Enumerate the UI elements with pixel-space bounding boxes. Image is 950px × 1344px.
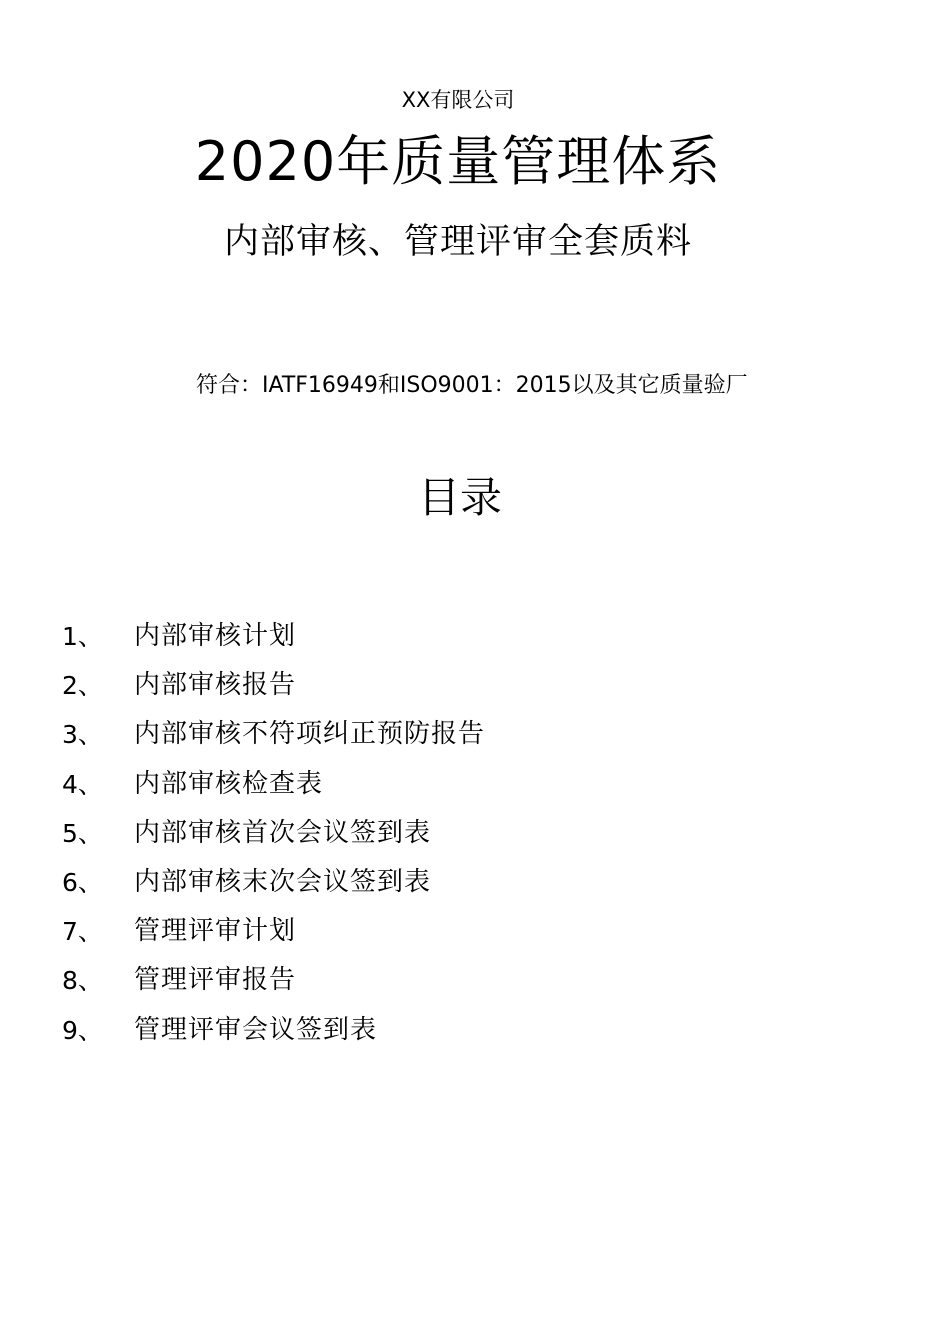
toc-item-number: 4、: [62, 769, 103, 799]
toc-item-label: 管理评审报告: [134, 965, 297, 996]
toc-item-number: 6、: [62, 868, 103, 898]
toc-list: [62, 612, 862, 1055]
toc-item-number: 7、: [62, 917, 103, 947]
toc-item-label: 管理评审计划: [134, 916, 297, 947]
toc-item-number: 3、: [62, 720, 103, 750]
toc-item-label: 内部审核计划: [134, 621, 297, 652]
toc-item-number: 8、: [62, 966, 103, 996]
toc-item-label: 内部审核检查表: [134, 768, 324, 799]
toc-item: [62, 907, 862, 956]
toc-heading: 目录: [417, 473, 502, 522]
document-title: 2020年质量管理体系: [194, 130, 722, 193]
toc-item-number: 9、: [62, 1015, 103, 1045]
toc-item: [62, 956, 862, 1005]
toc-item-label: 管理评审会议签到表: [134, 1014, 378, 1045]
toc-item-label: 内部审核报告: [134, 670, 297, 701]
toc-item: [62, 1006, 862, 1055]
toc-item: [62, 760, 862, 809]
toc-item: [62, 661, 862, 710]
toc-item-label: 内部审核不符项纠正预防报告: [134, 719, 486, 750]
toc-item-number: 2、: [62, 671, 103, 701]
toc-item-number: 5、: [62, 818, 103, 848]
toc-item: [62, 809, 862, 858]
toc-item: [62, 710, 862, 759]
compliance-statement: 符合：IATF16949和ISO9001：2015以及其它质量验厂: [196, 373, 748, 398]
document-subtitle: 内部审核、管理评审全套质料: [223, 222, 692, 262]
toc-item-label: 内部审核首次会议签到表: [134, 817, 432, 848]
toc-item-label: 内部审核末次会议签到表: [134, 867, 432, 898]
toc-item: [62, 858, 862, 907]
toc-item: [62, 612, 862, 661]
toc-item-number: 1、: [62, 622, 103, 652]
company-name: XX有限公司: [401, 88, 515, 112]
